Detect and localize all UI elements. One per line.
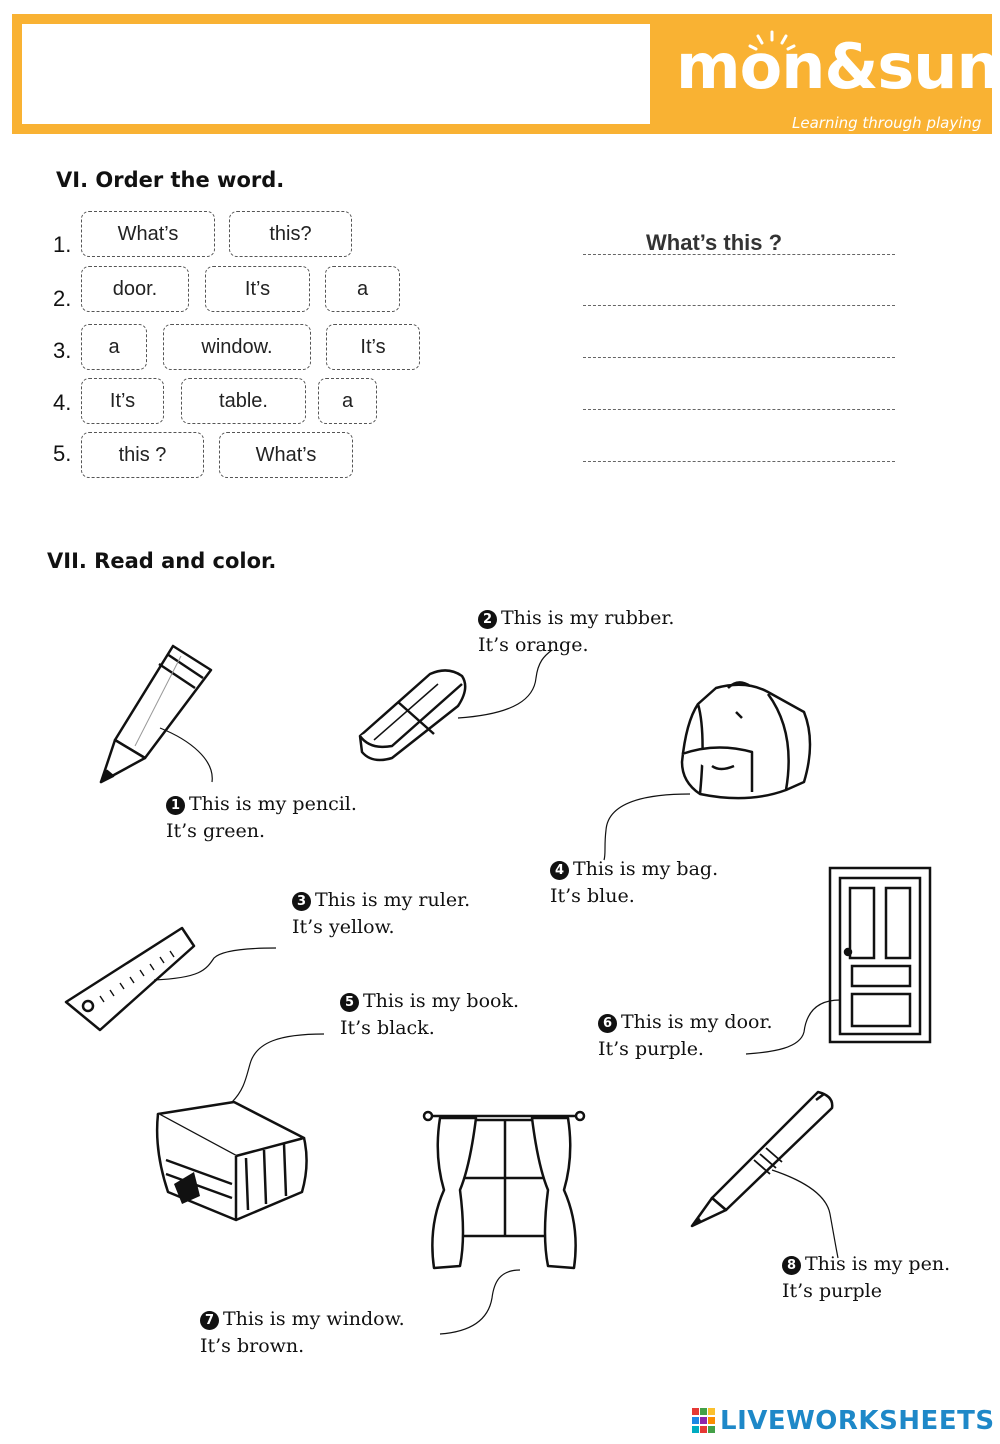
- row-number: 5.: [53, 441, 72, 466]
- connector-line: [150, 944, 280, 984]
- caption-line-2: It’s green.: [166, 820, 265, 842]
- section-7-title: VII. Read and color.: [47, 549, 277, 573]
- caption-window: [200, 1306, 405, 1360]
- answer-field[interactable]: [583, 305, 895, 306]
- word-card[interactable]: table.: [181, 378, 306, 424]
- word-card[interactable]: a: [325, 266, 400, 312]
- number-badge: 3: [292, 892, 311, 911]
- caption-ruler: [292, 887, 470, 941]
- caption-line-1: This is my bag.: [573, 858, 719, 880]
- brand-logo: [676, 28, 1000, 132]
- connector-line: [228, 1030, 328, 1106]
- caption-line-1: This is my pen.: [805, 1253, 951, 1275]
- caption-line-1: This is my book.: [363, 990, 520, 1012]
- logo-wordmark: mon&sun: [676, 30, 1000, 103]
- row-number: 1.: [53, 232, 72, 257]
- connector-line: [456, 648, 556, 722]
- logo-tagline: Learning through playing: [792, 114, 982, 132]
- caption-line-2: It’s black.: [340, 1017, 435, 1039]
- number-badge: 7: [200, 1311, 219, 1330]
- bag-icon[interactable]: [676, 682, 816, 812]
- caption-rubber: [478, 605, 674, 659]
- row-number: 4.: [53, 390, 72, 415]
- caption-pen: [782, 1251, 950, 1305]
- number-badge: 8: [782, 1256, 801, 1275]
- caption-line-1: This is my window.: [223, 1308, 405, 1330]
- rubber-icon[interactable]: [352, 666, 472, 762]
- answer-text: What’s this ?: [646, 230, 783, 255]
- connector-line: [766, 1166, 846, 1262]
- number-badge: 1: [166, 796, 185, 815]
- caption-pencil: [166, 791, 357, 845]
- word-card[interactable]: What’s: [81, 211, 215, 257]
- caption-line-2: It’s orange.: [478, 634, 589, 656]
- word-card[interactable]: door.: [81, 266, 189, 312]
- caption-line-1: This is my pencil.: [189, 793, 357, 815]
- connector-line: [438, 1268, 524, 1338]
- row-number: 3.: [53, 338, 72, 363]
- answer-field[interactable]: [583, 254, 895, 255]
- word-card[interactable]: It’s: [326, 324, 420, 370]
- caption-line-2: It’s brown.: [200, 1335, 305, 1357]
- number-badge: 2: [478, 610, 497, 629]
- window-icon[interactable]: [420, 1106, 588, 1276]
- number-badge: 6: [598, 1014, 617, 1033]
- word-card[interactable]: a: [81, 324, 147, 370]
- liveworksheets-icon: [692, 1408, 716, 1434]
- caption-line-2: It’s yellow.: [292, 916, 395, 938]
- answer-field[interactable]: [583, 357, 895, 358]
- caption-line-2: It’s purple.: [598, 1038, 704, 1060]
- word-card[interactable]: It’s: [81, 378, 164, 424]
- number-badge: 4: [550, 861, 569, 880]
- connector-line: [600, 790, 696, 862]
- caption-line-1: This is my ruler.: [315, 889, 471, 911]
- connector-line: [150, 720, 220, 790]
- caption-bag: [550, 856, 718, 910]
- liveworksheets-wordmark: LIVEWORKSHEETS: [720, 1406, 995, 1436]
- row-number: 2.: [53, 286, 72, 311]
- word-card[interactable]: It’s: [205, 266, 310, 312]
- caption-line-1: This is my door.: [621, 1011, 773, 1033]
- answer-field[interactable]: [583, 461, 895, 462]
- word-card[interactable]: window.: [163, 324, 311, 370]
- answer-field[interactable]: [583, 409, 895, 410]
- caption-book: [340, 988, 519, 1042]
- number-badge: 5: [340, 993, 359, 1012]
- caption-line-1: This is my rubber.: [501, 607, 675, 629]
- caption-line-2: It’s purple: [782, 1280, 882, 1302]
- section-6-title: VI. Order the word.: [56, 168, 285, 192]
- word-card[interactable]: What’s: [219, 432, 353, 478]
- name-box[interactable]: [22, 24, 650, 124]
- header-banner: [12, 14, 1000, 134]
- word-card[interactable]: this?: [229, 211, 352, 257]
- word-card[interactable]: this ?: [81, 432, 204, 478]
- liveworksheets-logo: [692, 1404, 995, 1438]
- caption-door: [598, 1009, 773, 1063]
- caption-line-2: It’s blue.: [550, 885, 635, 907]
- book-icon[interactable]: [152, 1100, 312, 1224]
- word-card[interactable]: a: [318, 378, 377, 424]
